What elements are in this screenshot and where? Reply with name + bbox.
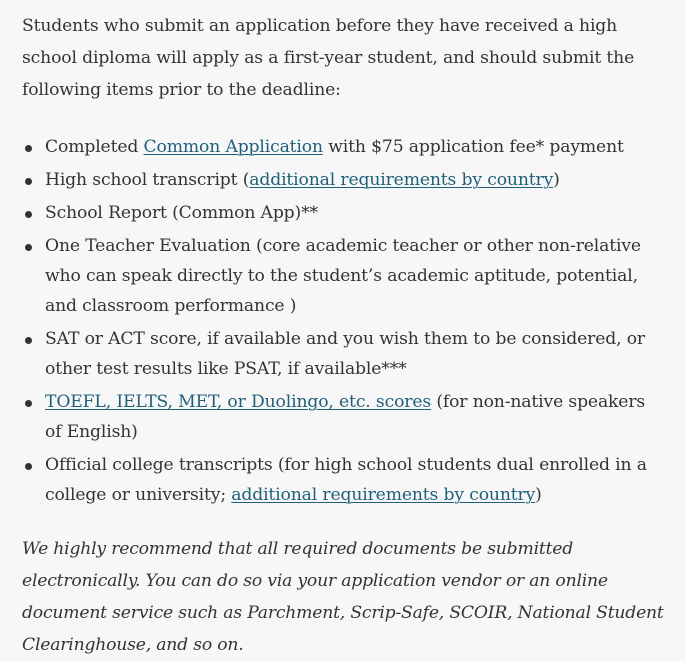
list-item-common-application [22, 132, 665, 162]
item-text: SAT or ACT score, if available and you wish them to be considered, or other test results like PSAT, if available*** [45, 329, 645, 379]
item-text-after: ) [553, 170, 560, 190]
list-item-school-report [22, 198, 665, 228]
bullet-icon [25, 244, 32, 251]
bullet-icon [25, 211, 32, 218]
list-item-teacher-evaluation [22, 231, 665, 321]
bullet-icon [25, 400, 32, 407]
bullet-icon [25, 178, 32, 185]
bullet-icon [25, 463, 32, 470]
electronic-submission-note: We highly recommend that all required documents be submitted electronically. You can do so via your application vendor or an online document service such as Parchment, Scrip-Safe, SCOIR, National Student Clearinghouse, and so on. [22, 539, 664, 655]
list-item-english-proficiency [22, 387, 665, 447]
bullet-icon [25, 337, 32, 344]
item-text-before: High school transcript ( [45, 170, 250, 190]
list-item-college-transcripts [22, 450, 665, 510]
intro-paragraph: Students who submit an application before they have received a high school diploma will apply as a first-year student, and should submit the following items prior to the deadline: [22, 16, 635, 100]
item-text-after: with $75 application fee* payment [322, 137, 624, 157]
requirements-list [22, 132, 665, 510]
item-text-before: Completed [45, 137, 144, 157]
common-application-link[interactable]: Common Application [143, 137, 323, 157]
bullet-icon [25, 145, 32, 152]
list-item-high-school-transcript [22, 165, 665, 195]
item-text-after: (for non-native speakers of English) [45, 392, 646, 442]
english-test-scores-link[interactable]: TOEFL, IELTS, MET, or Duolingo, etc. scores [45, 392, 432, 412]
item-text-before: Official college transcripts (for high school students dual enrolled in a college or university; [45, 455, 647, 505]
item-text: One Teacher Evaluation (core academic teacher or other non-relative who can speak directly to the student’s academic aptitude, potential, and classroom performance ) [45, 236, 641, 316]
item-text: School Report (Common App)** [45, 203, 318, 223]
college-transcripts-requirements-by-country-link[interactable]: additional requirements by country [231, 485, 536, 505]
transcript-requirements-by-country-link[interactable]: additional requirements by country [249, 170, 554, 190]
list-item-test-scores [22, 324, 665, 384]
item-text-after: ) [535, 485, 542, 505]
